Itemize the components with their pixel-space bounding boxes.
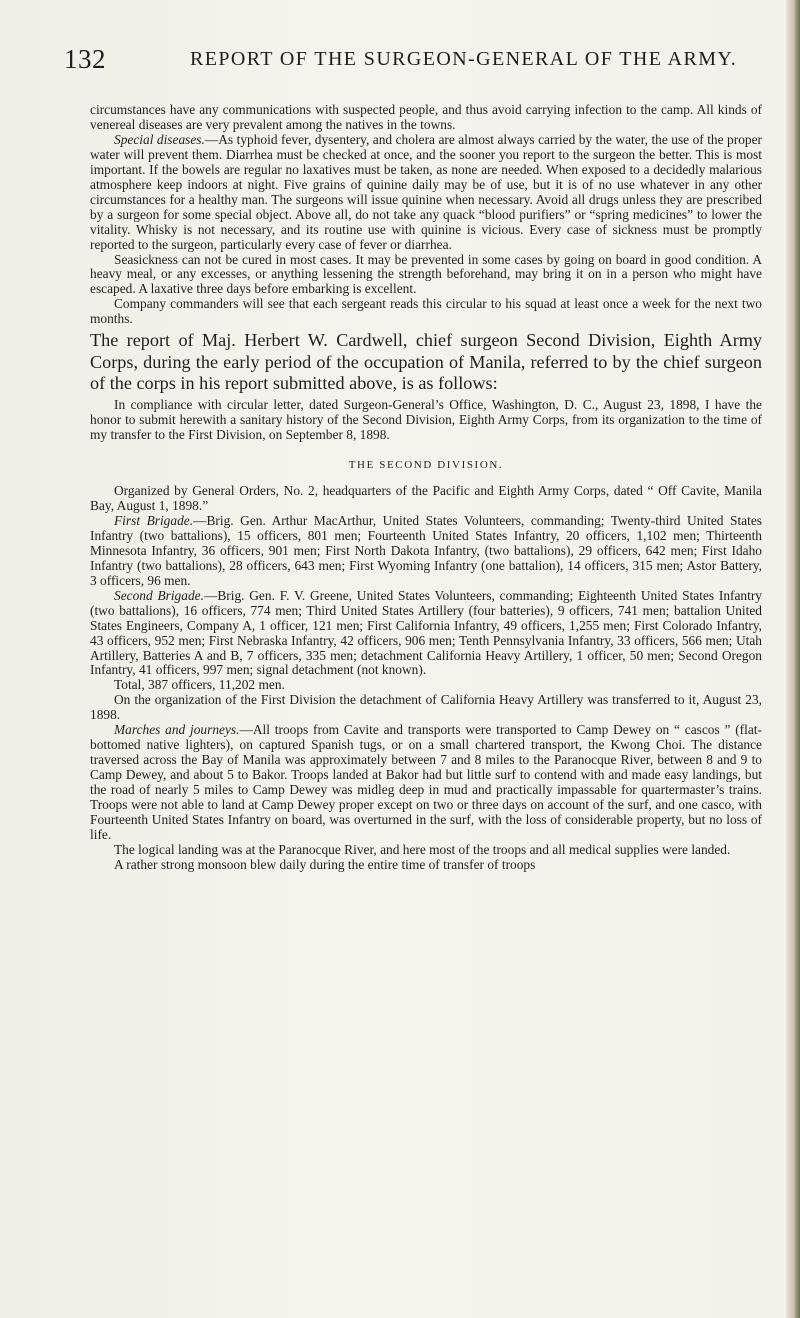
special-diseases-text: —As typhoid fever, dysentery, and cholera are almost always carried by the water, the use of the proper water will prevent them. Diarrhea must be checked at once, and the sooner you report to the surgeon the better. This is most important. If the bowels are regular no laxatives must be taken, as none are needed. When exposed to a decidedly malarious atmosphere keep indoors at night. Five grains of quinine daily may be of use, but it is of no use whatever in any other circumstances for a healthy man. The surgeons will issue quinine when necessary. Avoid all drugs unless they are prescribed by a surgeon for some special object. Above all, do not take any quack “blood purifiers” or “spring medicines” to lower the vitality. Whisky is not necessary, and its routine use with quinine is vicious. Every case of sickness must be promptly reported to the surgeon, particularly every case of fever or diarrhea. [90,131,762,252]
paragraph-company-commanders: Company commanders will see that each sergeant reads this circular to his squad at least once a week for the next two months. [90,296,762,327]
paragraph-circumstances: circumstances have any communications with suspected people, and thus avoid carrying infection to the camp. All kinds of venereal diseases are very prevalent among the natives in the towns. [90,102,762,132]
page-body [90,103,762,873]
paragraph-first-brigade [90,514,762,589]
paragraph-logical-landing: The logical landing was at the Paranocque River, and here most of the troops and all medical supplies were landed. [114,841,731,857]
page-number: 132 [64,44,106,74]
second-brigade-text: —Brig. Gen. F. V. Greene, United States Volunteers, commanding; Eighteenth United States Infantry (two battalions), 16 officers, 774 men; Third United States Artillery (four batteries), 9 officers, 741 men; battalion United States Engineers, Company A, 1 officer, 121 men; First California Infantry, 49 officers, 1,255 men; First Colorado Infantry, 43 officers, 952 men; First Nebraska Infantry, 42 officers, 906 men; Tenth Pennsylvania Infantry, 33 officers, 566 men; Utah Artillery, Batteries A and B, 7 officers, 335 men; detachment California Heavy Artillery, 1 officer, 50 men; Second Oregon Infantry, 41 officers, 997 men; signal detachment (not known). [90,587,762,678]
paragraph-seasickness: Seasickness can not be cured in most cases. It may be prevented in some cases by going on board in good condition. A heavy meal, or any excesses, or anything lessening the strength beforehand, may bring it on in a person who might have escaped. A laxative three days before embarking is excellent. [90,251,762,297]
paragraph-compliance: In compliance with circular letter, dated Surgeon-General’s Office, Washington, D. C., August 23, 1898, I have the honor to submit herewith a sanitary history of the Second Division, Eighth Army Corps, from its organization to the time of my transfer to the First Division, on September 8, 1898. [90,397,762,443]
paragraph-second-brigade [90,589,762,679]
page-header [64,44,764,84]
section-heading-second-division: THE SECOND DIVISION. [348,459,504,472]
page-edge-shadow [786,0,800,1318]
running-head: REPORT OF THE SURGEON-GENERAL OF THE ARMY. [190,48,738,70]
second-brigade-heading: Second Brigade. [114,587,204,603]
paragraph-special-diseases [90,133,762,253]
marches-heading: Marches and journeys. [114,722,240,738]
marches-text: —All troops from Cavite and transports were transported to Camp Dewey on “ cascos ” (flat-bottomed native lighters), on captured Spanish tugs, or on a small chartered transport, the Kwong Choi. The distance traversed across the Bay of Manila was approximately between 7 and 8 miles to the Paranocque River, between 8 and 9 to Camp Dewey, and about 5 to Bakor. Troops landed at Bakor had but little surf to contend with and made easy landings, but the road of nearly 5 miles to Camp Dewey was midleg deep in mud and practically impassable for quartermaster’s trains. Troops were not able to land at Camp Dewey proper except on two or three days on account of the surf, and one casco, with Fourteenth United States Infantry on board, was overturned in the surf, with the loss of considerable property, but no loss of life. [90,722,762,842]
first-brigade-heading: First Brigade. [114,512,194,528]
report-introduction: The report of Maj. Herbert W. Cardwell, chief surgeon Second Division, Eighth Army Corps, during the early period of the occupation of Manila, referred to by the chief surgeon of the corps in his report submitted above, is as follows: [90,330,762,393]
paragraph-total: Total, 387 officers, 11,202 men. [114,677,285,693]
paragraph-organized: Organized by General Orders, No. 2, headquarters of the Pacific and Eighth Army Corps, dated “ Off Cavite, Manila Bay, August 1, 1898.” [90,483,762,513]
special-diseases-heading: Special diseases. [114,131,205,147]
first-brigade-text: —Brig. Gen. Arthur MacArthur, United States Volunteers, commanding; Twenty-third United States Infantry (two battalions), 15 officers, 801 men; Fourteenth United States Infantry, 20 officers, 1,102 men; Thirteenth Minnesota Infantry, 36 officers, 901 men; First North Dakota Infantry, (two battalions), 29 officers, 642 men; First Idaho Infantry (two battalions), 28 officers, 643 men; First Wyoming Infantry (one battalion), 14 officers, 315 men; Astor Battery, 3 officers, 96 men. [90,512,762,588]
paragraph-first-division: On the organization of the First Division the detachment of California Heavy Artillery was transferred to it, August 23, 1898. [90,692,762,723]
paragraph-marches [90,723,762,843]
paragraph-monsoon: A rather strong monsoon blew daily during the entire time of transfer of troops [114,856,536,872]
